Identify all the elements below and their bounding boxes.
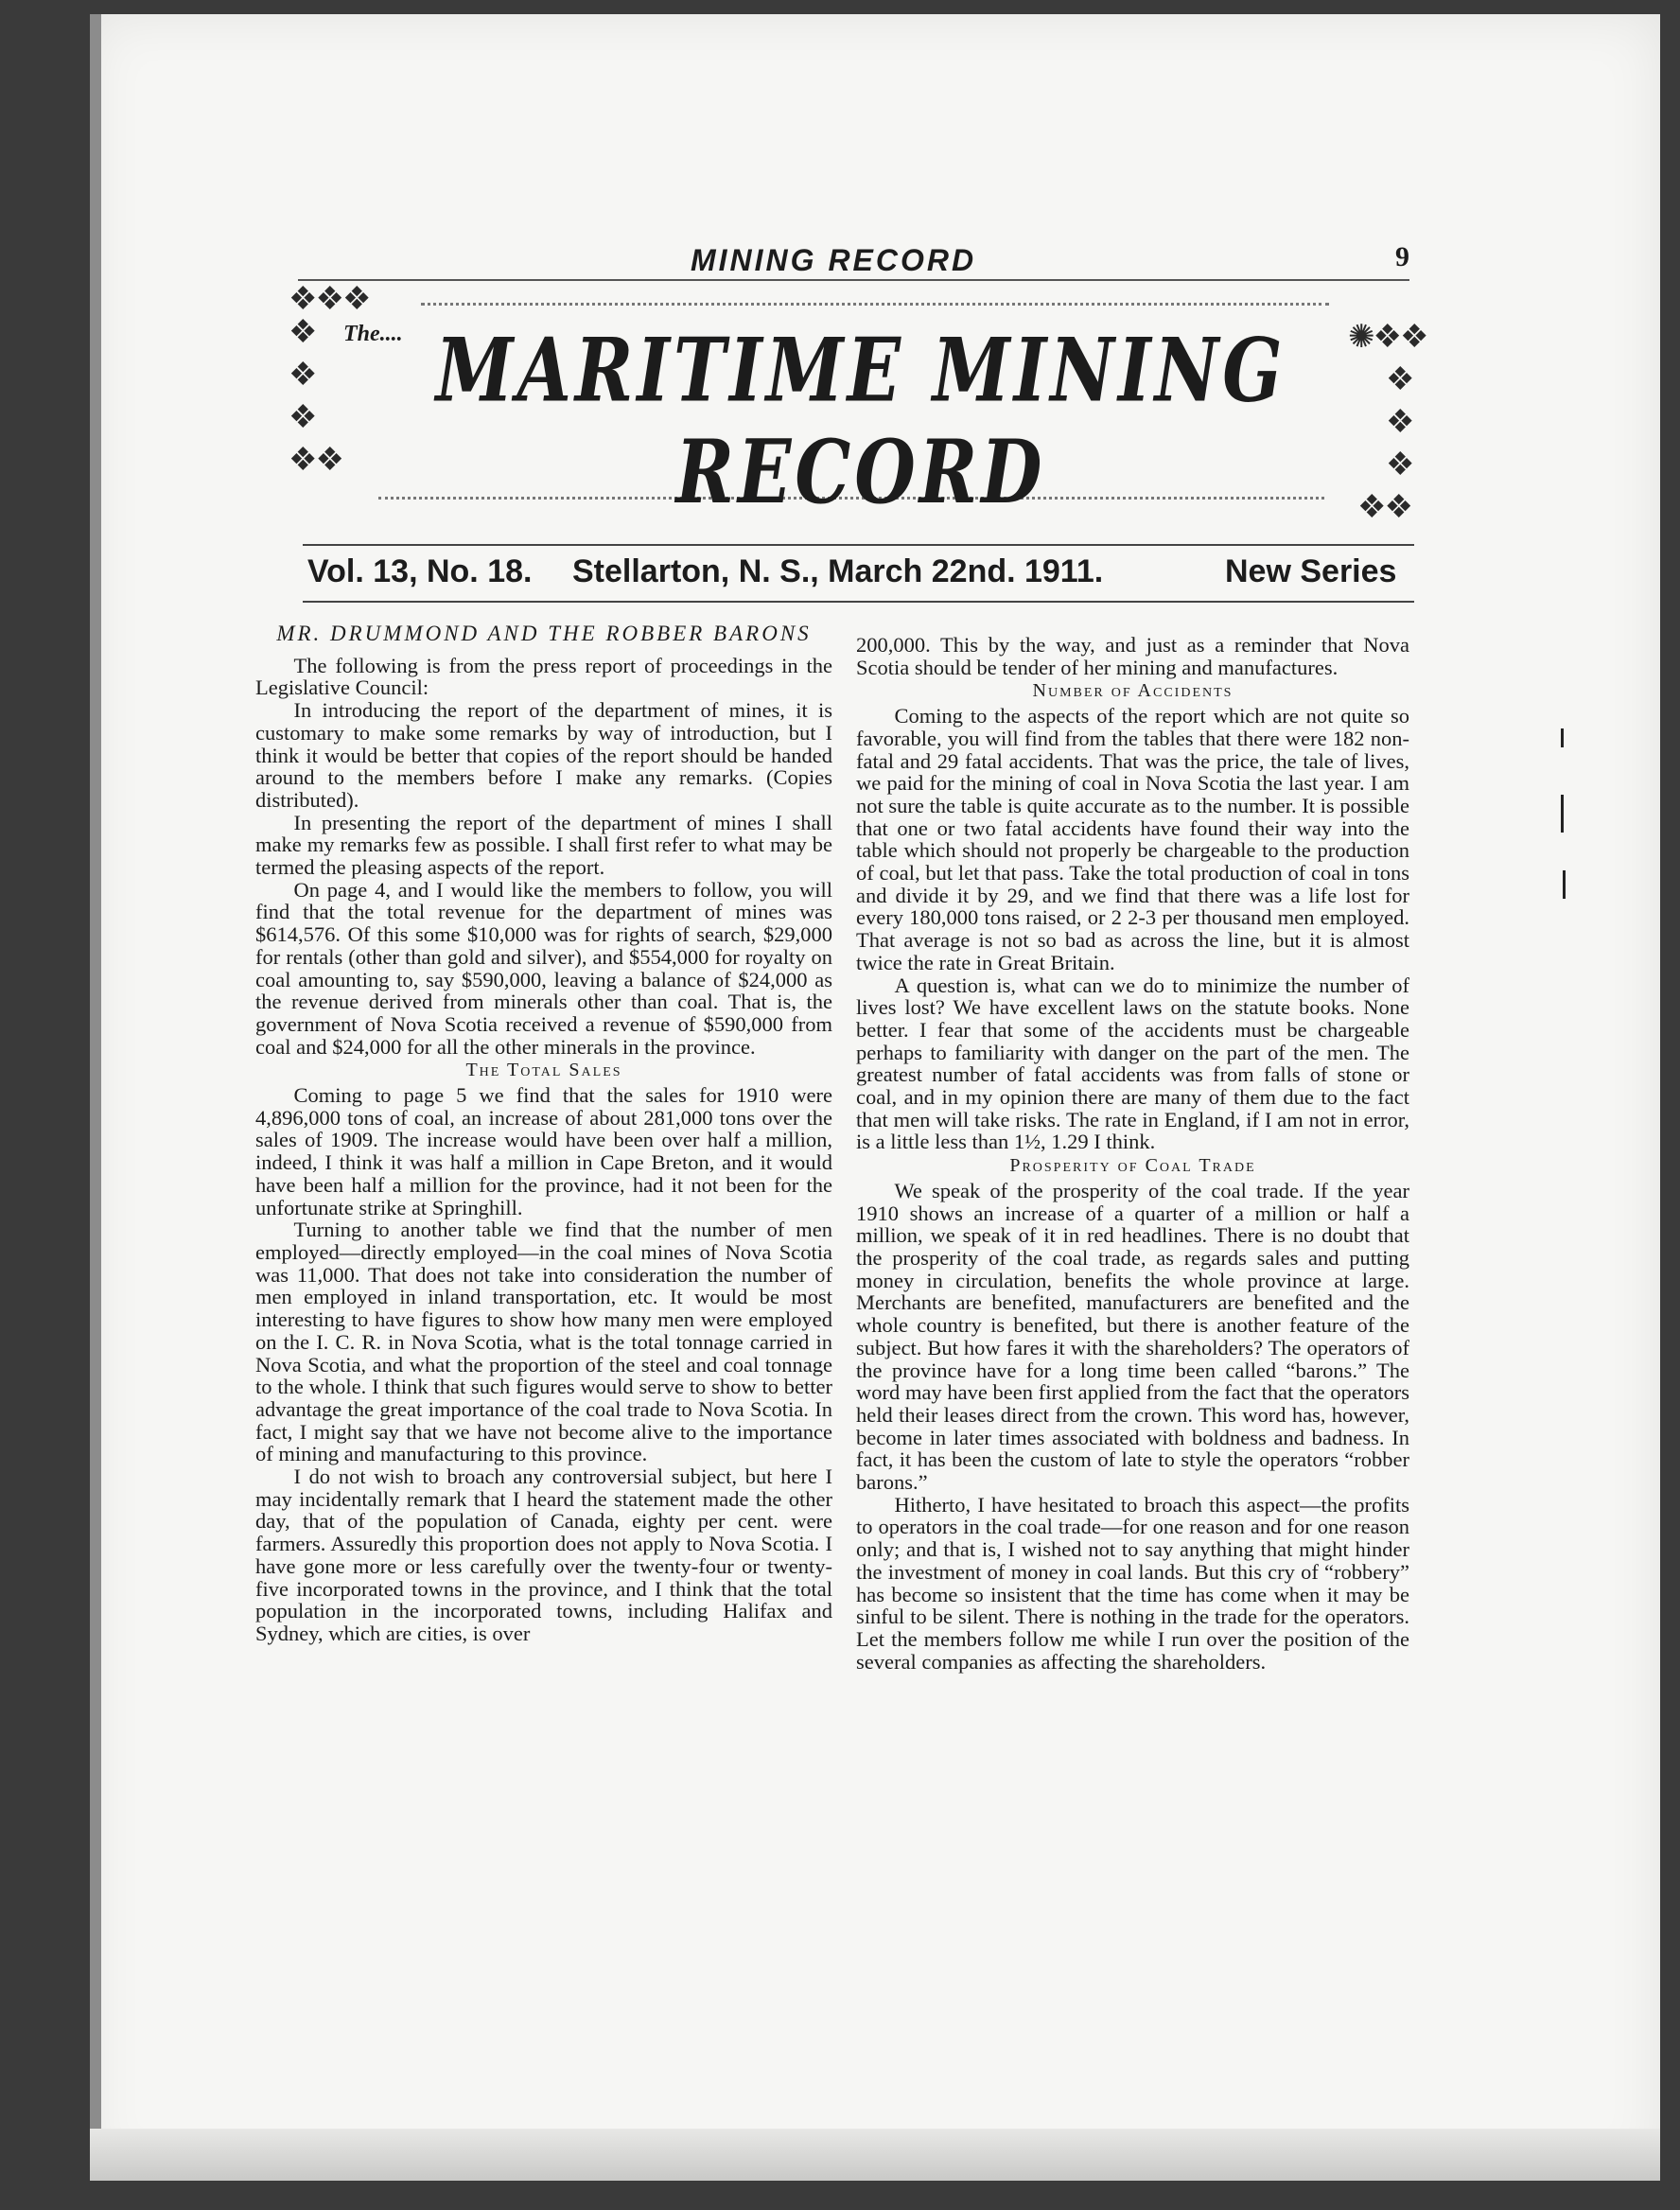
issue-volume: Vol. 13, No. 18. — [307, 553, 533, 589]
ornament-icon: ❖ — [1386, 362, 1413, 397]
section-heading: The Total Sales — [465, 1060, 622, 1081]
ornament-icon: ❖❖ — [289, 443, 342, 478]
running-head-title: MINING RECORD — [691, 243, 977, 277]
left-column — [255, 623, 832, 1645]
ornament-icon: ❖ — [289, 358, 316, 393]
page-binding — [90, 14, 101, 2181]
paragraph: 200,000. This by the way, and just as a reminder that Nova Scotia should be tender of her mining and manufactures. — [856, 633, 1409, 679]
running-head — [298, 241, 1409, 281]
paragraph: Coming to page 5 we find that the sales for 1910 were 4,896,000 tons of coal, an increase of about 281,000 tons over the sales of 1909. The increase would have been over half a million, indeed, I think it was half a million in Cape Breton, and it would have been half a million for the province, had it not been for the unfortunate strike at Springhill. — [255, 1083, 832, 1219]
article-title: MR. DRUMMOND AND THE ROBBER BARONS — [276, 622, 812, 645]
section-heading: Number of Accidents — [1032, 680, 1234, 702]
ornament-icon: ❖ — [1386, 447, 1413, 482]
section-heading: Prosperity of Coal Trade — [1009, 1155, 1256, 1177]
ornament-icon: ❖ — [289, 400, 316, 435]
ornament-icon: ❖ — [1386, 405, 1413, 440]
paragraph: We speak of the prosperity of the coal trade. If the year 1910 shows an increase of a quarter of a million or half a million, we speak of it in red headlines. There is no doubt that the prosperity of the coal trade, as regards sales and putting money in circulation, benefits the whole province at large. Merchants are benefited, manufacturers are benefited and the whole country is benefited, but there is another feature of the subject. But how fares it with the shareholders? The operators of the province have for a long time been called “barons.” The word may have been first applied from the fact that the operators held their leases direct from the crown. This word has, however, become in later times associated with boldness and badness. In fact, it has been the custom of late to style the operators “robber barons.” — [856, 1178, 1409, 1495]
margin-mark — [1563, 870, 1566, 899]
page-number: 9 — [1395, 241, 1409, 272]
paragraph: The following is from the press report of proceedings in the Legislative Council: — [255, 653, 832, 700]
masthead — [289, 282, 1427, 553]
right-column — [856, 634, 1409, 1673]
issue-series: New Series — [1225, 553, 1397, 589]
ornament-icon: ❖❖❖ — [289, 282, 370, 317]
ornament-icon: ❖ — [289, 315, 316, 350]
paragraph: Coming to the aspects of the report which are not quite so favorable, you will find from the tables that there were 182 non-fatal and 29 fatal accidents. That was the price, the tale of lives, we paid for the mining of coal in Nova Scotia the last year. I am not sure the table is quite accurate as to the number. It is possible that one or two fatal accidents have found their way into the table which should not properly be chargeable to the production of coal, but let that pass. Take the total production of coal in tons and divide it by 29, and we find that there was a life lost for every 180,000 tons raised, or 2 2-3 per thousand men employed. That average is not so bad as across the line, but it is almost twice the rate in Great Britain. — [856, 704, 1409, 974]
ornament-icon: ❖❖ — [1357, 490, 1411, 525]
issue-line — [303, 544, 1414, 603]
decorative-rule — [421, 303, 1329, 313]
paragraph: In presenting the report of the department of mines I shall make my remarks few as possible. I shall first refer to what may be termed the pleasing aspects of the report. — [255, 810, 832, 880]
masthead-the: The.... — [343, 322, 403, 346]
margin-mark — [1561, 795, 1564, 833]
ornament-icon: ✺❖❖ — [1348, 320, 1427, 355]
paragraph: A question is, what can we do to minimize the number of lives lost? We have excellent laws on the statute books. None better. I fear that some of the accidents must be chargeable perhaps to familiarity with danger on the part of the men. The greatest number of fatal accidents was from falls of stone or coal, and in my opinion there are many of them due to the fact that men will take risks. The rate in England, if I am not in error, is a little less than 1½, 1.29 I think. — [856, 973, 1409, 1154]
paragraph: In introducing the report of the department of mines, it is customary to make some remarks by way of introduction, but I think it would be better that copies of the report should be handed around to the members before I make any remarks. (Copies distributed). — [255, 698, 832, 812]
masthead-title: MARITIME MINING RECORD — [435, 320, 1286, 524]
margin-mark — [1561, 728, 1564, 747]
paragraph: Hitherto, I have hesitated to broach this aspect—the profits to operators in the coal trade—for one reason and for one reason only; and that is, I wished not to say anything that might hinder the investment of money in coal lands. But this cry of “robbery” has become so insistent that the time has come when it may be sinful to be silent. There is nothing in the trade for the operators. Let the members follow me while I run over the position of the several companies as affecting the shareholders. — [856, 1492, 1409, 1674]
paragraph: On page 4, and I would like the members to follow, you will find that the total revenue for the department of mines was $614,576. Of this some $10,000 was for rights of search, $29,000 for rentals (other than gold and silver), and $554,000 for royalty on coal amounting to, say $590,000, leaving a balance of $24,000 as the revenue derived from minerals other than coal. That is, the government of Nova Scotia received a revenue of $590,000 from coal and $24,000 for all the other minerals in the province. — [255, 877, 832, 1059]
issue-place-date: Stellarton, N. S., March 22nd. 1911. — [572, 553, 1104, 589]
paragraph: I do not wish to broach any controversial subject, but here I may incidentally remark that I heard the statement made the other day, that of the population of Canada, eighty per cent. were farmers. Assuredly this proportion does not apply to Nova Scotia. I have gone more or less carefully over the twenty-four or twenty-five incorporated towns in the province, and I think that the total population in the incorporated towns, including Halifax and Sydney, which are cities, is over — [255, 1465, 832, 1645]
page-bottom-edge — [90, 2129, 1660, 2181]
paragraph: Turning to another table we find that the number of men employed—directly employed—in the coal mines of Nova Scotia was 11,000. That does not take into consideration the number of men employed in inland transportation, etc. It would be most interesting to have figures to show how many men were employed on the I. C. R. in Nova Scotia, what is the total tonnage carried in Nova Scotia, and what the proportion of the steel and coal tonnage to the whole. I think that such figures would serve to show to better advantage the great importance of the coal trade to Nova Scotia. In fact, I might say that we have not become alive to the importance of mining and manufacturing to this province. — [255, 1218, 832, 1466]
